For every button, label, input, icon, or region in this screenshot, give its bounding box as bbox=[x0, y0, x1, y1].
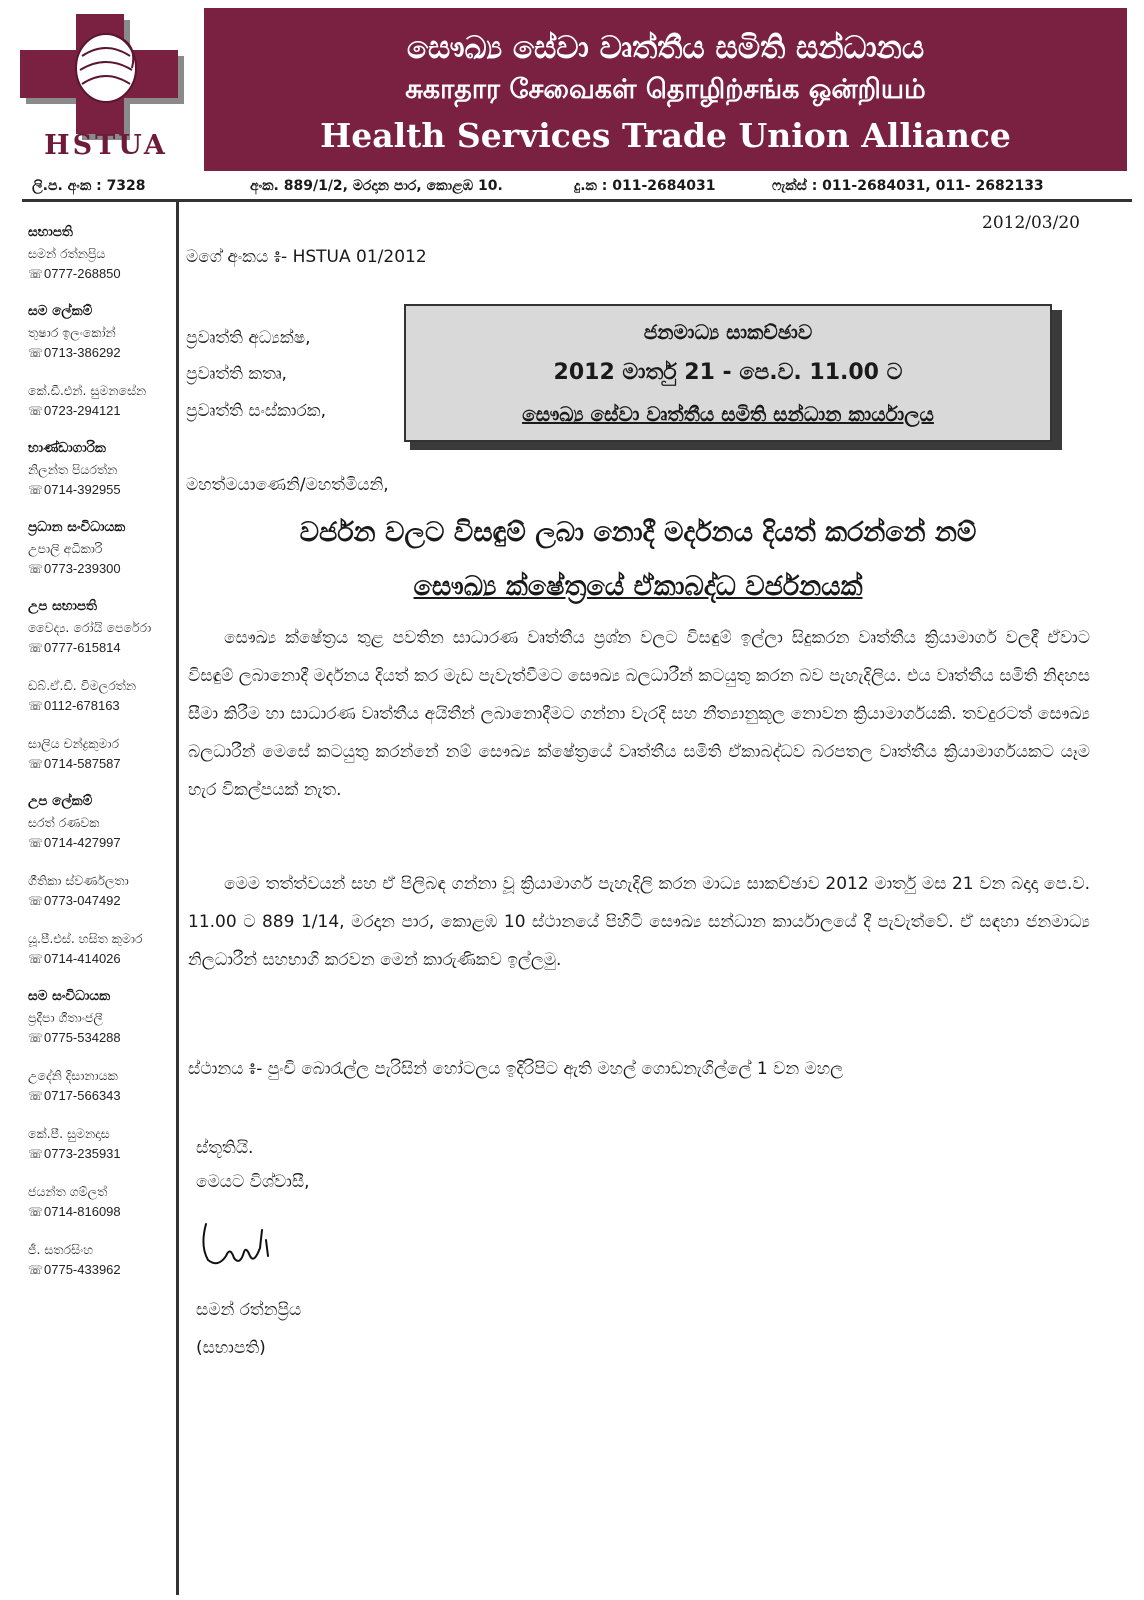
office-bearer-entry bbox=[28, 1065, 176, 1106]
phone-number: 0723-294121 bbox=[44, 403, 121, 418]
office-bearer-role: ප්‍රධාන සංවිධායක bbox=[28, 519, 126, 535]
office-bearer-role: සම සංවිධායක bbox=[28, 988, 111, 1004]
thanks: ස්තූතියි. bbox=[196, 1138, 254, 1158]
phone-number: 0777-268850 bbox=[44, 266, 121, 281]
phone-number: 0112-678163 bbox=[44, 698, 120, 713]
letter-date: 2012/03/20 bbox=[982, 213, 1080, 233]
telephone-icon: ☏ bbox=[28, 836, 44, 850]
telephone-icon: ☏ bbox=[28, 952, 44, 966]
office-bearer-name: යූ.පී.එස්. හසිත කුමාර bbox=[28, 931, 143, 946]
phone-number: 0714-587587 bbox=[44, 756, 121, 771]
logo-text: HSTUA bbox=[44, 130, 168, 161]
phone-number: 0714-414026 bbox=[44, 951, 121, 966]
phone-number: 0773-239300 bbox=[44, 561, 121, 576]
office-bearer-entry bbox=[28, 380, 176, 421]
office-bearer-phone bbox=[28, 480, 176, 500]
office-bearer-entry bbox=[28, 301, 176, 363]
office-bearer-name: ජී. සතරසිංහ bbox=[28, 1242, 94, 1257]
venue-line: ස්ථානය ៖- පුංචි බොරැල්ල පැරිසින් හෝටලය ඉදිරිපිට ඇති මහල් ගොඩනැගිල්ලේ 1 වන මහල bbox=[188, 1059, 844, 1079]
office-bearer-phone bbox=[28, 833, 176, 853]
salutation: මහත්මයාණෙනි/මහත්මියනි, bbox=[186, 475, 389, 495]
press-conference-notice bbox=[404, 304, 1052, 442]
header-divider bbox=[22, 199, 1132, 202]
office-bearer-role: සභාපති bbox=[28, 224, 73, 240]
office-bearer-phone bbox=[28, 754, 176, 774]
office-bearer-entry bbox=[28, 986, 176, 1048]
closing: මෙයට විශ්වාසී, bbox=[196, 1172, 310, 1192]
handwritten-signature-icon bbox=[196, 1216, 286, 1276]
sidebar-divider bbox=[176, 202, 179, 1595]
recipient-line: ප්‍රවෘත්ති අධ්‍යක්ෂ, bbox=[186, 328, 311, 348]
office-bearer-name: ගීතිකා ස්වර්ණලතා bbox=[28, 873, 129, 888]
phone-number: 0713-386292 bbox=[44, 345, 121, 360]
office-bearer-name: උදේනි දිසානායක bbox=[28, 1068, 118, 1083]
telephone-icon: ☏ bbox=[28, 346, 44, 360]
title-english: Health Services Trade Union Alliance bbox=[320, 116, 1011, 155]
phone-number: දු.ක : 011-2684031 bbox=[574, 178, 716, 194]
telephone-icon: ☏ bbox=[28, 562, 44, 576]
office-bearer-name: සාලිය චන්ද්‍රකුමාර bbox=[28, 736, 120, 751]
office-bearer-phone bbox=[28, 949, 176, 969]
telephone-icon: ☏ bbox=[28, 699, 44, 713]
headline-secondary: සෞඛ්‍ය ක්ෂේත්‍රයේ ඒකාබද්ධ වර්ජනයක් bbox=[413, 571, 863, 602]
notice-location: සෞඛ්‍ය සේවා වෘත්තීය සමිති සන්ධාන කාර්යාලය bbox=[522, 402, 934, 426]
office-bearer-entry bbox=[28, 222, 176, 284]
title-sinhala: සෞඛ්‍ය සේවා වෘත්තීය සමිති සන්ධානය bbox=[406, 30, 925, 66]
notice-datetime: 2012 මාර්තු 21 - පෙ.ව. 11.00 ට bbox=[553, 360, 903, 385]
office-bearer-entry bbox=[28, 870, 176, 911]
phone-number: 0773-235931 bbox=[44, 1146, 121, 1161]
office-bearer-name: තුෂාර ඉලංකෝන් bbox=[28, 325, 116, 340]
office-bearer-entry bbox=[28, 675, 176, 716]
office-bearer-phone bbox=[28, 696, 176, 716]
notice-title: ජනමාධ්‍ය සාකච්ඡාව bbox=[643, 320, 813, 344]
office-bearer-phone bbox=[28, 401, 176, 421]
office-bearer-entry bbox=[28, 733, 176, 774]
office-bearer-name: උපාලි අධිකාරි bbox=[28, 541, 103, 556]
office-bearer-phone bbox=[28, 559, 176, 579]
phone-number: 0717-566343 bbox=[44, 1088, 121, 1103]
telephone-icon: ☏ bbox=[28, 1205, 44, 1219]
fax-number: ෆැක්ස් : 011-2684031, 011- 2682133 bbox=[772, 178, 1044, 194]
telephone-icon: ☏ bbox=[28, 894, 44, 908]
office-bearer-entry bbox=[28, 517, 176, 579]
phone-number: 0777-615814 bbox=[44, 640, 121, 655]
body-paragraph: සෞඛ්‍ය ක්ෂේත්‍රය තුළ පවතින සාධාරණ වෘත්තීය ප්‍රශ්න වලට විසඳුම් ඉල්ලා සිදුකරන වෘත්තීය ක්‍රියාමාර්ග වලදී ඒවාට විසඳුම් ලබානොදී මර්දනය දියත් කර මැඩ පැවැත්වීමට සෞඛ්‍ය බලධාරීන් කටයුතු කරන බව පැහැදිලිය. එය වෘත්තීය සමිති නිදහස සීමා කිරීම හා සාධාරණ වෘත්තීය අයිතීන් ලබානොදීමට ගන්නා වැරදි සහ නීත්‍යානුකූල නොවන ක්‍රියාමාර්ගයකි. තවදුරටත් සෞඛ්‍ය බලධාරීන් මෙසේ කටයුතු කරන්නේ නම් සෞඛ්‍ය ක්ෂේත්‍රයේ වෘත්තීය සමිති ඒකාබද්ධව බරපතල වෘත්තීය ක්‍රියාමාර්ගයකට යෑම හැර විකල්පයක් නැත. bbox=[188, 628, 1090, 800]
office-bearer-role: භාණ්ඩාගාරික bbox=[28, 440, 106, 456]
headline-primary: වර්ජන වලට විසඳුම් ලබා නොදී මර්දනය දියත් කරන්නේ නම් bbox=[299, 517, 977, 548]
registration-number: ලි.ප. අංක : 7328 bbox=[32, 178, 146, 194]
telephone-icon: ☏ bbox=[28, 1089, 44, 1103]
office-bearer-phone bbox=[28, 1028, 176, 1048]
office-bearer-phone bbox=[28, 1144, 176, 1164]
office-bearer-entry bbox=[28, 1239, 176, 1280]
address: අංක. 889/1/2, මරදාන පාර, කොළඹ 10. bbox=[250, 178, 503, 194]
telephone-icon: ☏ bbox=[28, 641, 44, 655]
telephone-icon: ☏ bbox=[28, 483, 44, 497]
office-bearer-phone bbox=[28, 264, 176, 284]
office-bearer-name: ඩබ්.ඒ.ඩී. විමලරත්න bbox=[28, 678, 137, 693]
office-bearer-name: වෛද්‍ය. රෝයි පෙරේරා bbox=[28, 620, 152, 635]
telephone-icon: ☏ bbox=[28, 1031, 44, 1045]
telephone-icon: ☏ bbox=[28, 1147, 44, 1161]
phone-number: 0773-047492 bbox=[44, 893, 121, 908]
office-bearer-entry bbox=[28, 438, 176, 500]
phone-number: 0714-392955 bbox=[44, 482, 121, 497]
office-bearer-entry bbox=[28, 791, 176, 853]
recipient-line: ප්‍රවෘත්ති කතෘ, bbox=[186, 364, 287, 384]
office-bearer-name: කේ.ඩී.එන්. සුමනසේන bbox=[28, 383, 147, 398]
reference-number: මගේ අංකය ៖- HSTUA 01/2012 bbox=[186, 247, 427, 267]
office-bearer-role: සම ලේකම් bbox=[28, 303, 93, 319]
office-bearer-name: සරත් රණවක bbox=[28, 815, 100, 830]
office-bearer-role: උප සභාපති bbox=[28, 598, 98, 614]
phone-number: 0714-427997 bbox=[44, 835, 121, 850]
phone-number: 0714-816098 bbox=[44, 1204, 121, 1219]
telephone-icon: ☏ bbox=[28, 1263, 44, 1277]
phone-number: 0775-433962 bbox=[44, 1262, 121, 1277]
office-bearer-entry bbox=[28, 928, 176, 969]
recipient-line: ප්‍රවෘත්ති සංස්කාරක, bbox=[186, 401, 326, 421]
body-paragraph: මෙම තත්ත්වයන් සහ ඒ පිලිබඳ ගන්නා වූ ක්‍රියාමාර්ග පැහැදිලි කරන මාධ්‍ය සාකච්ඡාව 2012 මාර්තු මස 21 වන බදාදා පෙ.ව. 11.00 ට 889 1/14, මරදාන පාර, කොළඹ 10 ස්ථානයේ පිහිටි සෞඛ්‍ය සන්ධාන කාර්යාලයේ දී පැවැත්වේ. ඒ සඳහා ජනමාධ්‍ය නිලධාරීන් සහභාගි කරවන මෙන් කාරුණිකව ඉල්ලමු. bbox=[188, 874, 1090, 970]
office-bearer-phone bbox=[28, 1260, 176, 1280]
office-bearers-sidebar bbox=[28, 222, 176, 1297]
office-bearer-phone bbox=[28, 343, 176, 363]
office-bearer-name: කේ.පී. සුමනදාස bbox=[28, 1126, 110, 1141]
office-bearer-entry bbox=[28, 1123, 176, 1164]
office-bearer-name: නිලන්ත පියරත්න bbox=[28, 462, 118, 477]
office-bearer-phone bbox=[28, 1086, 176, 1106]
signer-title: (සභාපති) bbox=[196, 1338, 266, 1358]
office-bearer-entry bbox=[28, 596, 176, 658]
signature bbox=[196, 1216, 286, 1276]
header-banner bbox=[204, 8, 1127, 171]
telephone-icon: ☏ bbox=[28, 404, 44, 418]
office-bearer-role: උප ලේකම් bbox=[28, 793, 93, 809]
office-bearer-entry bbox=[28, 1181, 176, 1222]
office-bearer-phone bbox=[28, 891, 176, 911]
office-bearer-name: ප්‍රදීපා ගීතාංජලී bbox=[28, 1010, 103, 1025]
telephone-icon: ☏ bbox=[28, 267, 44, 281]
office-bearer-name: සමන් රත්නප්‍රිය bbox=[28, 246, 106, 261]
telephone-icon: ☏ bbox=[28, 757, 44, 771]
title-tamil: சுகாதார சேவைகள் தொழிற்சங்க ஒன்றியம் bbox=[405, 74, 926, 105]
office-bearer-phone bbox=[28, 1202, 176, 1222]
office-bearer-name: ජයන්ත ගම්ලත් bbox=[28, 1184, 108, 1199]
phone-number: 0775-534288 bbox=[44, 1030, 121, 1045]
signer-name: සමන් රත්නප්‍රිය bbox=[196, 1300, 302, 1320]
contact-bar bbox=[0, 176, 1144, 198]
office-bearer-phone bbox=[28, 638, 176, 658]
